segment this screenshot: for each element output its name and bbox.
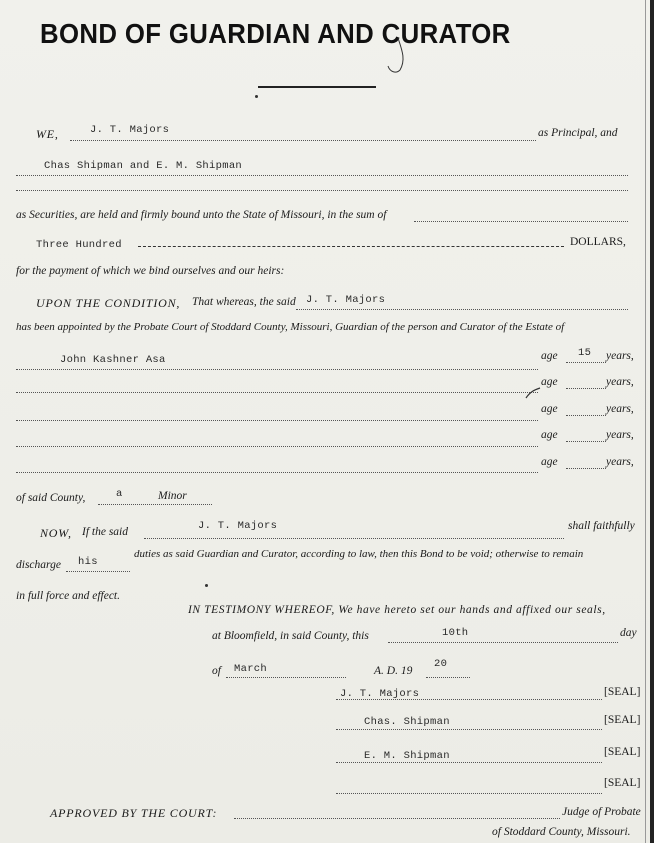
day-label: day (620, 627, 637, 639)
condition-line (296, 309, 628, 310)
county-article: a (116, 488, 123, 500)
we-label: WE, (36, 127, 59, 141)
signature-line-4 (336, 793, 602, 794)
page-edge (650, 0, 654, 843)
amount-dashes (138, 246, 564, 247)
signature-name-1: J. T. Majors (340, 688, 420, 700)
date-month: March (234, 663, 268, 675)
years-label-5: years, (606, 456, 634, 468)
sum-line (414, 221, 628, 222)
minor-label: Minor (158, 490, 187, 502)
discharge-text: duties as said Guardian and Curator, according to law, then this Bond to be void; otherwise to remain (134, 548, 584, 560)
age-line-2 (566, 388, 606, 389)
age-label-1: age (541, 350, 558, 362)
pen-check (524, 386, 544, 402)
principal-name: J. T. Majors (90, 124, 170, 136)
signature-name-2: Chas. Shipman (364, 716, 450, 728)
securities-line (16, 175, 628, 176)
age-line-3 (566, 415, 606, 416)
force-text: in full force and effect. (16, 590, 121, 602)
date-of: of (212, 665, 221, 677)
age-label-2: age (541, 376, 558, 388)
day-value: 10th (442, 627, 469, 639)
date-year: 20 (434, 658, 448, 670)
ward-age-1: 15 (578, 347, 592, 359)
county-line (98, 504, 212, 505)
ward-line-3 (16, 420, 538, 421)
county-label: of Stoddard County, Missouri. (492, 826, 631, 838)
signature-line-3 (336, 762, 602, 763)
appointed-statement: has been appointed by the Probate Court of Stoddard County, Missouri, Guardian of the person and Curator of the Estate of (16, 321, 565, 333)
faithfully-label: shall faithfully (568, 520, 635, 532)
ward-line-4 (16, 446, 538, 447)
years-label-4: years, (606, 429, 634, 441)
ward-line-5 (16, 472, 538, 473)
seal-4: [SEAL] (604, 777, 641, 789)
securities-statement: as Securities, are held and firmly bound unto the State of Missouri, in the sum of (16, 209, 387, 221)
signature-name-3: E. M. Shipman (364, 750, 450, 762)
seal-3: [SEAL] (604, 746, 641, 758)
age-label-5: age (541, 456, 558, 468)
now-line (144, 538, 564, 539)
blank-line (16, 190, 628, 191)
ward-line-2 (16, 392, 538, 393)
condition-name: J. T. Majors (306, 294, 386, 306)
dollars-label: DOLLARS, (570, 236, 626, 248)
judge-line (234, 818, 560, 819)
securities-names: Chas Shipman and E. M. Shipman (44, 160, 243, 172)
discharge-prefix: discharge (16, 559, 61, 571)
signature-line-2 (336, 729, 602, 730)
years-label-1: years, (606, 350, 634, 362)
discharge-pronoun: his (78, 556, 98, 568)
age-label-3: age (541, 403, 558, 415)
date-ad: A. D. 19 (374, 665, 413, 677)
as-principal-label: as Principal, and (538, 127, 618, 139)
now-label: NOW, (40, 526, 72, 540)
ward-name-1: John Kashner Asa (60, 354, 166, 366)
year-line (426, 677, 470, 678)
place-text: at Bloomfield, in said County, this (212, 630, 369, 642)
now-name: J. T. Majors (198, 520, 278, 532)
years-label-2: years, (606, 376, 634, 388)
now-text: If the said (82, 526, 128, 538)
age-label-4: age (541, 429, 558, 441)
seal-1: [SEAL] (604, 686, 641, 698)
ward-line-1 (16, 369, 538, 370)
judge-label: Judge of Probate (562, 806, 641, 818)
age-line-4 (566, 441, 606, 442)
day-line (388, 642, 618, 643)
pronoun-line (66, 571, 130, 572)
years-label-3: years, (606, 403, 634, 415)
age-line-5 (566, 468, 606, 469)
ink-mark (255, 95, 258, 98)
approved-label: APPROVED BY THE COURT: (50, 806, 218, 820)
title-rule (258, 86, 376, 88)
pen-stroke (376, 36, 416, 76)
condition-label: UPON THE CONDITION, (36, 296, 181, 310)
principal-line (70, 140, 536, 141)
age-line-1 (566, 362, 606, 363)
county-prefix: of said County, (16, 492, 86, 504)
document-title: BOND OF GUARDIAN AND CURATOR (40, 18, 511, 49)
seal-2: [SEAL] (604, 714, 641, 726)
ink-mark-2 (205, 584, 208, 587)
month-line (226, 677, 346, 678)
payment-statement: for the payment of which we bind ourselves and our heirs: (16, 265, 285, 277)
page-edge-line (645, 0, 646, 843)
testimony-text: IN TESTIMONY WHEREOF, We have hereto set our hands and affixed our seals, (188, 604, 606, 616)
condition-text: That whereas, the said (192, 296, 296, 308)
amount-words: Three Hundred (36, 239, 122, 251)
